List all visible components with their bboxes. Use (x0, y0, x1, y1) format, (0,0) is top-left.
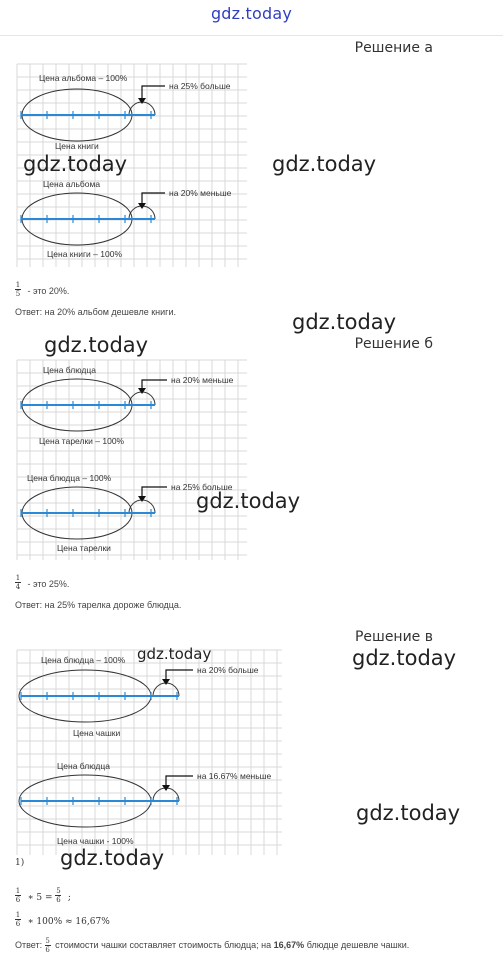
fraction: $\frac{1}{6}$ (15, 887, 21, 905)
arrow-head (138, 388, 146, 394)
fraction: $\frac{1}{4}$ (15, 574, 21, 592)
diagram-label: Цена блюдца (43, 365, 96, 375)
arrow-head (138, 496, 146, 502)
watermark: gdz.today (44, 333, 149, 357)
diagram-label: Цена блюдца (57, 761, 110, 771)
watermark: gdz.today (23, 152, 128, 176)
fraction: $\frac{5}{6}$ (56, 887, 61, 905)
answer-text: блюдце дешевле чашки. (306, 939, 410, 950)
site-logo[interactable]: gdz.today (210, 4, 293, 23)
section-title-c: Решение в (354, 629, 433, 645)
watermark: gdz.today (356, 801, 461, 825)
diagram-grid (17, 360, 247, 560)
arrow (166, 670, 193, 680)
answer-b: Ответ: на 25% тарелка дороже блюдца. (15, 600, 182, 610)
calc-c-1 (15, 887, 71, 905)
diagram-label: Цена книги – 100% (47, 249, 122, 259)
arrow (142, 487, 167, 497)
diagram-label: на 16.67% меньше (197, 771, 272, 781)
diagram-label: Цена чашки (73, 728, 121, 738)
watermark: gdz.today (272, 152, 377, 176)
calc-a (15, 281, 69, 299)
fraction: $\frac{1}{5}$ (15, 281, 21, 299)
answer-bold: 16,67% (273, 939, 305, 950)
arrow (142, 380, 167, 389)
diagram-label: Цена альбома (43, 179, 101, 189)
diagram-label: Цена тарелки – 100% (39, 436, 125, 446)
diagram-c (17, 650, 282, 855)
diagram-label: Цена блюдца – 100% (27, 473, 112, 483)
arrow (142, 86, 165, 99)
calc-text: - это 25%. (27, 579, 70, 589)
watermark: gdz.today (60, 846, 165, 870)
diagram-label: Цена блюдца – 100% (41, 655, 126, 665)
calc-c-2 (15, 911, 110, 929)
arrow-head (162, 679, 170, 685)
header-divider (0, 35, 503, 36)
watermark: gdz.today (137, 645, 212, 663)
calc-text: ∗ 5 = (27, 893, 56, 903)
calc-text: - это 20%. (27, 286, 70, 296)
diagram-label: на 25% больше (169, 81, 231, 91)
diagram-label: Цена чашки - 100% (57, 836, 134, 846)
section-title-b: Решение б (354, 336, 433, 352)
watermark: gdz.today (292, 310, 397, 334)
answer-text: стоимости чашки составляет стоимость блюдца; на (55, 939, 272, 950)
arrow (142, 193, 165, 204)
diagram-label: Цена книги (55, 141, 99, 151)
answer-c (15, 937, 409, 954)
arrow (166, 776, 193, 786)
fraction: $\frac{5}{6}$ (45, 937, 50, 954)
calc-text: ∗ 100% ≈ 16,67% (27, 917, 110, 927)
calc-b (15, 574, 69, 592)
watermark: gdz.today (196, 489, 301, 513)
diagram-label: на 25% больше (171, 482, 233, 492)
diagram-label: Цена альбома – 100% (39, 73, 128, 83)
diagram-label: Цена тарелки (57, 543, 111, 553)
diagram-label: на 20% больше (197, 665, 259, 675)
fraction: $\frac{1}{6}$ (15, 911, 21, 929)
calc-text: ; (67, 893, 71, 903)
diagram-label: на 20% меньше (169, 188, 232, 198)
step-number: 1) (15, 858, 25, 868)
watermark: gdz.today (352, 646, 457, 670)
diagram-label: на 20% меньше (171, 375, 234, 385)
answer-prefix: Ответ: (15, 939, 43, 950)
answer-a: Ответ: на 20% альбом дешевле книги. (15, 307, 176, 317)
section-title-a: Решение а (354, 40, 433, 56)
diagram-b (17, 360, 247, 560)
